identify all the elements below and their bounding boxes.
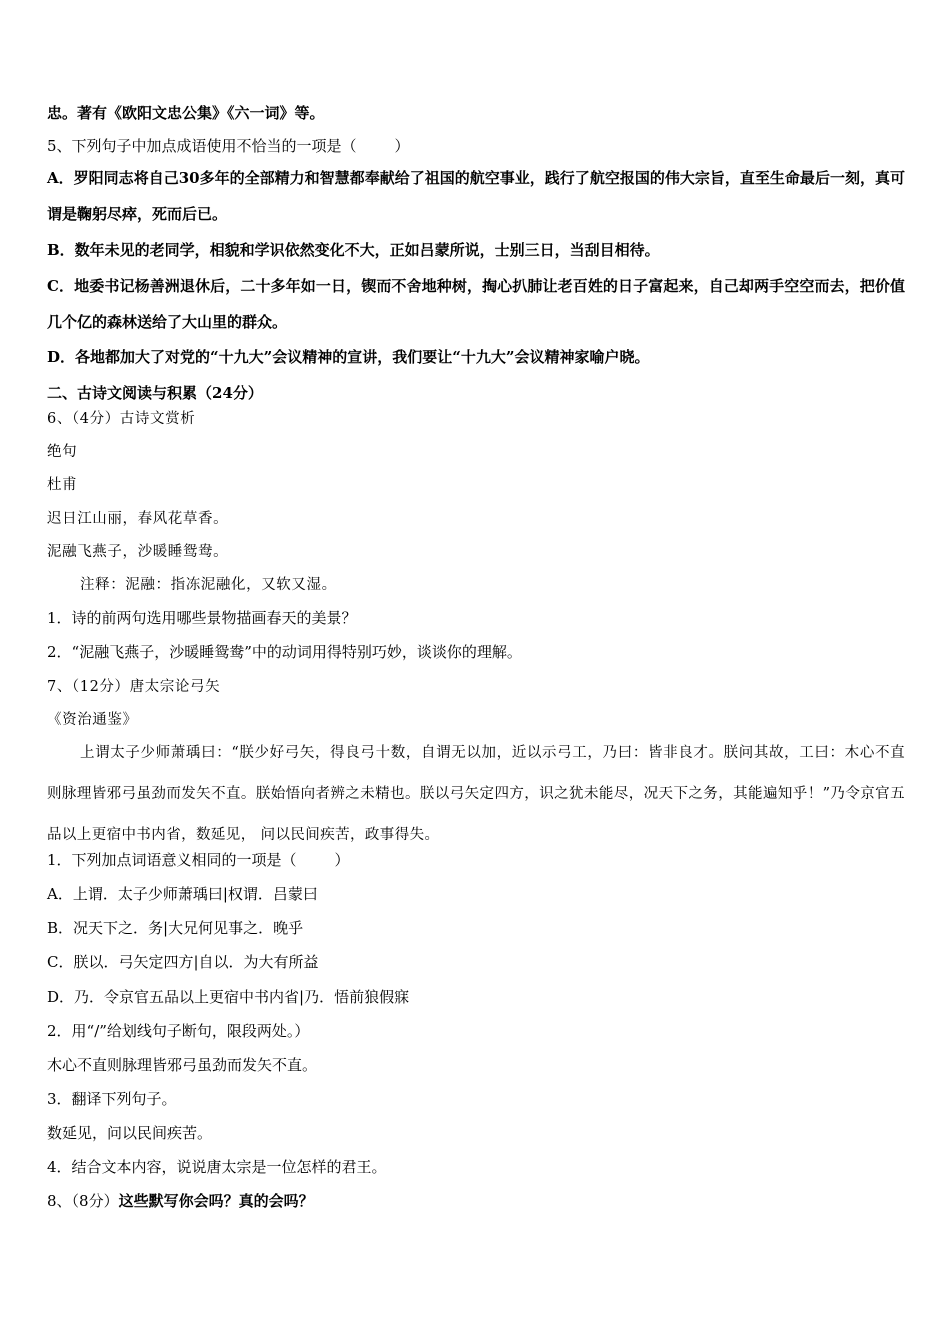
q5-option-b: B．数年未见的老同学，相貌和学识依然变化不大，正如吕蒙所说，士别三日，当刮目相待。 — [47, 241, 660, 259]
q5-stem-suffix: ） — [394, 137, 410, 155]
section-2-heading: 二、古诗文阅读与积累（24分） — [47, 384, 263, 402]
q7-sub-3-sentence: 数延见，问以民间疾苦。 — [47, 1124, 213, 1142]
poem-title: 绝句 — [47, 444, 78, 460]
q5-stem — [47, 136, 410, 156]
q7-option-b: B．况天下之．务|大兄何见事之．晚乎 — [47, 919, 304, 937]
q5-option-d: D．各地都加大了对党的“十九大”会议精神的宣讲，我们要让“十九大”会议精神家喻户晓。 — [47, 348, 650, 366]
q7-option-c: C．朕以．弓矢定四方|自以．为大有所益 — [47, 953, 319, 971]
q7-sub-1-suffix: ） — [334, 851, 350, 869]
poem-line-1: 迟日江山丽，春风花草香。 — [47, 511, 229, 527]
q7-source: 《资治通鉴》 — [47, 712, 138, 728]
q6-sub-1: 1．诗的前两句选用哪些景物描画春天的美景？ — [47, 609, 357, 627]
q7-sub-1-prefix: 1．下列加点词语意义相同的一项是（ — [47, 851, 297, 869]
q7-title: 7、（12分）唐太宗论弓矢 — [47, 679, 221, 695]
q7-passage: 上谓太子少师萧瑀曰：“朕少好弓矢，得良弓十数，自谓无以加，近以示弓工，乃曰：皆非良才。朕问其故，工曰：木心不直则脉理皆邪弓虽劲而发矢不直。朕始悟向者辨之未精也。朕以弓矢定四方，识之犹未能尽，况天下之务，其能遍知乎！”乃令京官五品以上更宿中书内省，数延见， 问以民间疾苦，政事得失。 — [47, 745, 905, 843]
poem-line-2: 泥融飞燕子，沙暖睡鸳鸯。 — [47, 544, 229, 560]
q7-option-a: A．上谓．太子少师萧瑀曰|权谓．吕蒙曰 — [47, 885, 318, 903]
q8-prefix: 8、（8分） — [47, 1192, 119, 1210]
q6-sub-2: 2．“泥融飞燕子，沙暖睡鸳鸯”中的动词用得特别巧妙，谈谈你的理解。 — [47, 643, 522, 661]
q7-option-d: D．乃．令京官五品以上更宿中书内省|乃．悟前狼假寐 — [47, 988, 410, 1006]
q7-sub-4: 4．结合文本内容，说说唐太宗是一位怎样的君王。 — [47, 1158, 387, 1176]
q5-option-a: A．罗阳同志将自己30多年的全部精力和智慧都奉献给了祖国的航空事业，践行了航空报国的伟大宗旨，直至生命最后一刻，真可谓是鞠躬尽瘁，死而后已。 — [47, 169, 905, 223]
q8-heading — [47, 1191, 314, 1211]
q7-sub-1 — [47, 850, 350, 870]
q5-stem-prefix: 5、下列句子中加点成语使用不恰当的一项是（ — [47, 137, 357, 155]
q6-title: 6、（4分）古诗文赏析 — [47, 411, 196, 427]
poem-note: 注释：泥融：指冻泥融化，又软又湿。 — [80, 577, 337, 593]
q5-option-c: C．地委书记杨善洲退休后，二十多年如一日，锲而不舍地种树，掏心扒肺让老百姓的日子富起来，自己却两手空空而去，把价值几个亿的森林送给了大山里的群众。 — [47, 277, 905, 331]
poem-author: 杜甫 — [47, 477, 78, 493]
q7-sub-2-sentence: 木心不直则脉理皆邪弓虽劲而发矢不直。 — [47, 1056, 318, 1074]
q7-sub-3: 3．翻译下列句子。 — [47, 1090, 177, 1108]
q8-title: 这些默写你会吗？真的会吗？ — [118, 1192, 314, 1210]
q7-sub-2: 2．用“/”给划线句子断句，限段两处。） — [47, 1022, 310, 1040]
top-line: 忠。著有《欧阳文忠公集》《六一词》等。 — [47, 104, 325, 122]
